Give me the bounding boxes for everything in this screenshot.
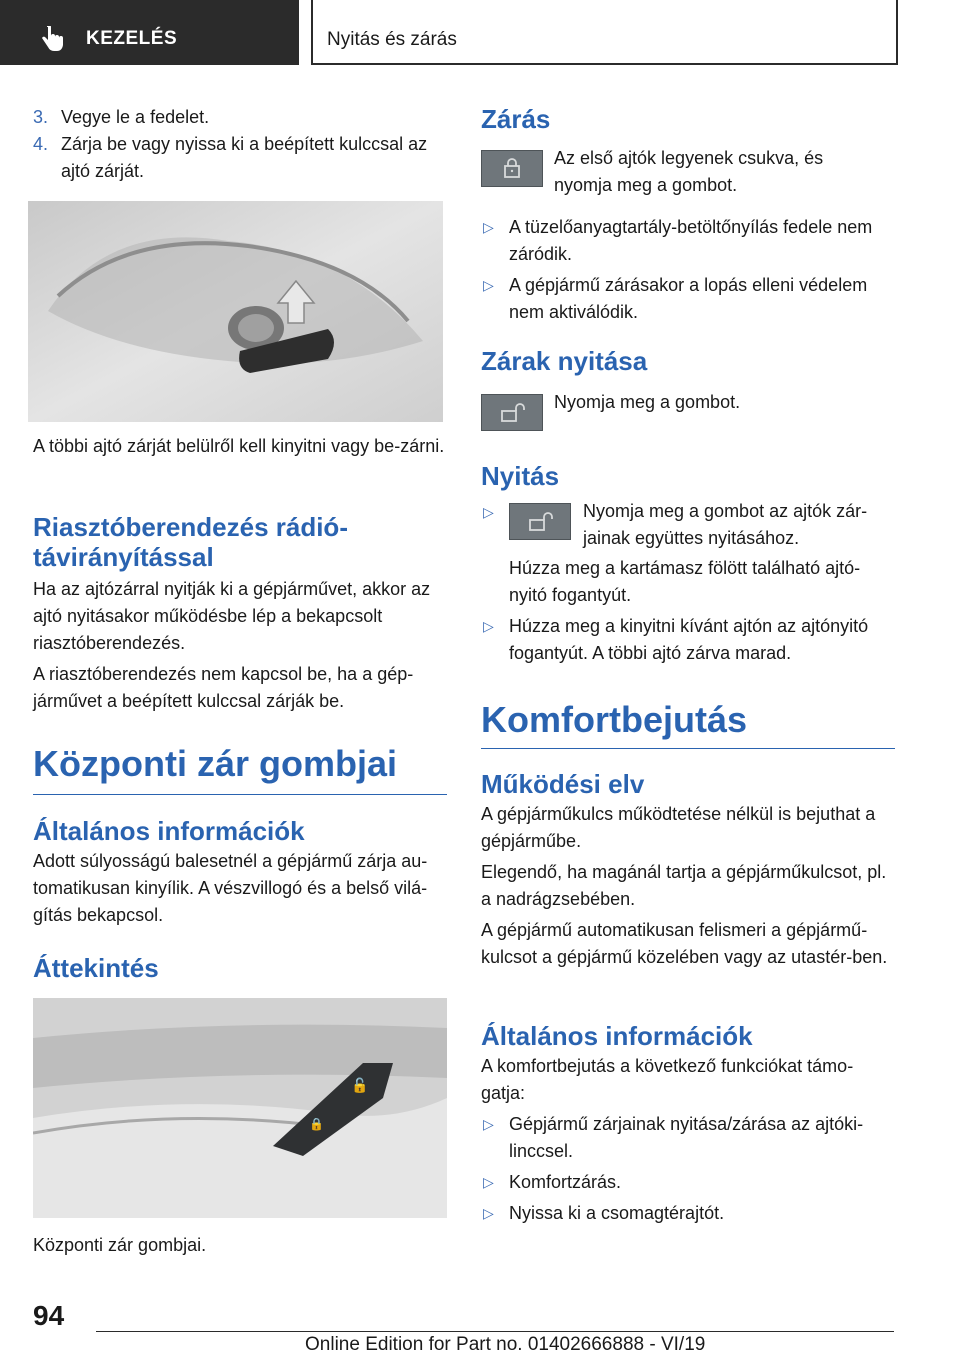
lock-button-image — [481, 150, 543, 187]
section-heading: Nyitás — [481, 461, 560, 491]
hand-icon — [42, 26, 64, 52]
principle-section — [481, 769, 895, 971]
page-number: 94 — [33, 1300, 65, 1331]
unlock-button-image — [481, 394, 543, 431]
text-block — [583, 498, 883, 552]
unlock-icon — [482, 395, 542, 430]
bullet-text: A tüzelőanyagtartály-betöltőnyílás fedele nem záródik. — [509, 217, 873, 264]
bullet-triangle-icon: ▷ — [483, 504, 494, 520]
paragraph: Az első ajtók legyenek csukva, és nyomja meg a gombot. — [554, 148, 824, 195]
bullet-triangle-icon: ▷ — [483, 618, 494, 634]
svg-text:🔓: 🔓 — [351, 1078, 369, 1094]
bullet-triangle-icon: ▷ — [483, 1205, 494, 1221]
section-tab[interactable] — [0, 0, 299, 65]
list-item — [33, 104, 447, 131]
list-item — [481, 1111, 895, 1165]
chapter-heading: Központi zár gombjai — [33, 743, 397, 784]
svg-text:🔒: 🔒 — [309, 1117, 324, 1131]
bullet-text: Nyomja meg a gombot az ajtók zár-jainak együttes nyitásához. — [583, 501, 868, 548]
bullet-triangle-icon: ▷ — [483, 277, 494, 293]
paragraph: Adott súlyosságú balesetnél a gépjármű zárja au-tomatikusan kinyílik. A vészvillogó és a belső vilá-gítás bekapcsol. — [33, 851, 428, 925]
bullet-text: Nyissa ki a csomagtérajtót. — [509, 1203, 725, 1223]
comfort-general-section — [481, 1021, 895, 1227]
paragraph: A többi ajtó zárját belülről kell kinyitni vagy be-zárni. — [33, 436, 445, 456]
list-item — [481, 1200, 895, 1227]
bullet-text: Gépjármű zárjainak nyitása/zárása az ajtóki-linccsel. — [509, 1114, 864, 1161]
unlock-icon — [510, 504, 570, 539]
step-number: 3. — [33, 107, 49, 127]
list-item — [481, 272, 895, 326]
section-label: KEZELÉS — [86, 28, 178, 49]
bullet-triangle-icon: ▷ — [483, 1174, 494, 1190]
text-block — [554, 145, 854, 199]
open-section — [481, 461, 895, 491]
section-heading: Riasztóberendezés rádió-távirányítással — [33, 512, 348, 572]
section-heading: Zárak nyitása — [481, 346, 648, 376]
text-block — [509, 555, 895, 609]
list-item — [481, 214, 895, 268]
paragraph: Elegendő, ha magánál tartja a gépjárműkulcsot, pl. a nadrágzsebében. — [481, 862, 887, 909]
caption-block — [33, 1232, 447, 1259]
general-info-section — [33, 816, 447, 929]
central-lock-heading-block — [33, 744, 447, 795]
section-heading: Általános információk — [481, 1021, 753, 1051]
chapter-label: Nyitás és zárás — [327, 29, 457, 50]
image-caption: Központi zár gombjai. — [33, 1235, 207, 1255]
list-item — [481, 613, 895, 667]
section-heading: Általános információk — [33, 816, 305, 846]
list-item — [481, 1169, 895, 1196]
alarm-section — [33, 512, 447, 715]
step-number: 4. — [33, 134, 49, 154]
step-text: Zárja be vagy nyissa ki a beépített kulccsal az ajtó zárját. — [61, 134, 428, 181]
paragraph: Húzza meg a kartámasz fölött található ajtó-nyitó fogantyút. — [509, 558, 861, 605]
comfort-heading-block — [481, 700, 895, 749]
paragraph: Ha az ajtózárral nyitják ki a gépjárművet, akkor az ajtó nyitásakor működésbe lép a bekapcsolt riasztóberendezés. — [33, 579, 431, 653]
paragraph: A gépjármű automatikusan felismeri a gépjármű-kulcsot a gépjármű közelében vagy az utastér-ben. — [481, 920, 888, 967]
bullet-triangle-icon: ▷ — [483, 219, 494, 235]
steps-list — [33, 104, 447, 185]
lock-bullets — [481, 214, 895, 326]
unlock-button-image — [509, 503, 571, 540]
bullet-text: Komfortzárás. — [509, 1172, 622, 1192]
door-handle-image — [28, 201, 443, 422]
paragraph: A gépjárműkulcs működtetése nélkül is bejuthat a gépjárműbe. — [481, 804, 876, 851]
paragraph: A riasztóberendezés nem kapcsol be, ha a gép-járművet a beépített kulccsal zárják be. — [33, 664, 414, 711]
central-lock-photo — [33, 998, 447, 1218]
unlock-section — [481, 346, 895, 376]
paragraph: A komfortbejutás a következő funkciókat támo-gatja: — [481, 1056, 854, 1103]
footer-divider — [96, 1331, 894, 1332]
chapter-tab[interactable] — [311, 0, 898, 65]
section-heading: Áttekintés — [33, 953, 159, 983]
open-bullets — [481, 613, 895, 667]
bullet-text: Húzza meg a kinyitni kívánt ajtón az ajtónyitó fogantyút. A többi ajtó zárva marad. — [509, 616, 869, 663]
bullet-triangle-icon: ▷ — [483, 1116, 494, 1132]
overview-section — [33, 953, 447, 983]
text-block — [554, 389, 854, 416]
door-lock-photo — [28, 201, 443, 422]
text-block — [33, 433, 447, 460]
footer-edition: Online Edition for Part no. 01402666888 - VI/19 — [305, 1334, 706, 1355]
lock-icon — [482, 151, 542, 186]
lock-section — [481, 104, 895, 134]
section-heading: Zárás — [481, 104, 551, 134]
paragraph: Nyomja meg a gombot. — [554, 392, 741, 412]
bullet-text: A gépjármű zárásakor a lopás elleni védelem nem aktiválódik. — [509, 275, 868, 322]
list-item — [33, 131, 447, 185]
step-text: Vegye le a fedelet. — [61, 107, 210, 127]
door-panel-image — [33, 998, 447, 1218]
chapter-heading: Komfortbejutás — [481, 699, 748, 740]
section-heading: Működési elv — [481, 769, 645, 799]
